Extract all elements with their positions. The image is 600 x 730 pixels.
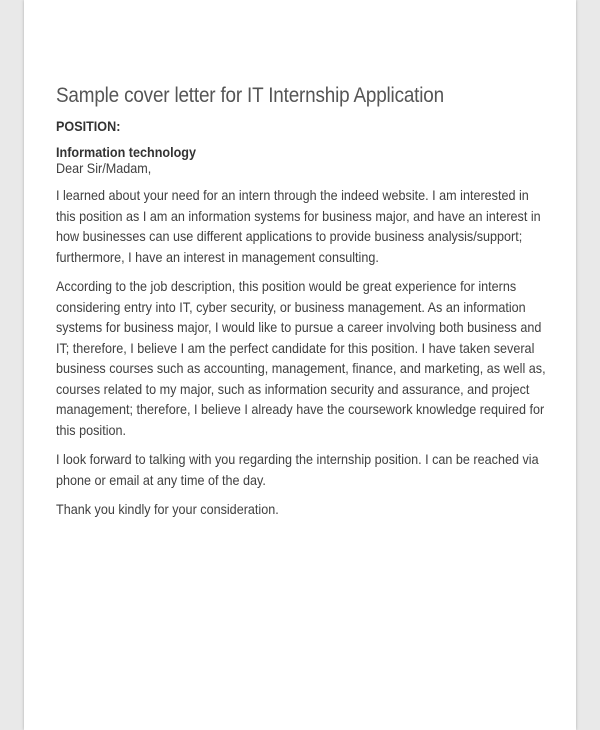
paragraph-intro: I learned about your need for an intern through the indeed website. I am interested in this position as I am an information systems for business major, and have an interest in how businesses can use different applications to provide business analysis/support; furthermore, I have an interest in management consulting.	[56, 187, 541, 265]
paragraph-qualifications: According to the job description, this position would be great experience for interns considering entry into IT, cyber security, or business management. As an information systems for business major, I would like to pursue a career involving both business and IT; therefore, I believe I am the perfect candidate for this position. I have taken several business courses such as accounting, management, finance, and marketing, as well as, courses related to my major, such as information security and assurance, and project management; therefore, I believe I already have the coursework knowledge required for this position.	[56, 278, 546, 438]
position-label: POSITION:	[56, 118, 121, 134]
greeting: Dear Sir/Madam,	[56, 160, 152, 176]
document-page	[24, 0, 576, 730]
position-value: Information technology	[56, 144, 197, 160]
letter-content	[56, 84, 556, 529]
paragraph-thanks: Thank you kindly for your consideration.	[56, 501, 279, 517]
paragraph-closing: I look forward to talking with you regarding the internship position. I can be reached via phone or email at any time of the day.	[56, 451, 539, 488]
document-title: Sample cover letter for IT Internship Application	[56, 84, 444, 107]
